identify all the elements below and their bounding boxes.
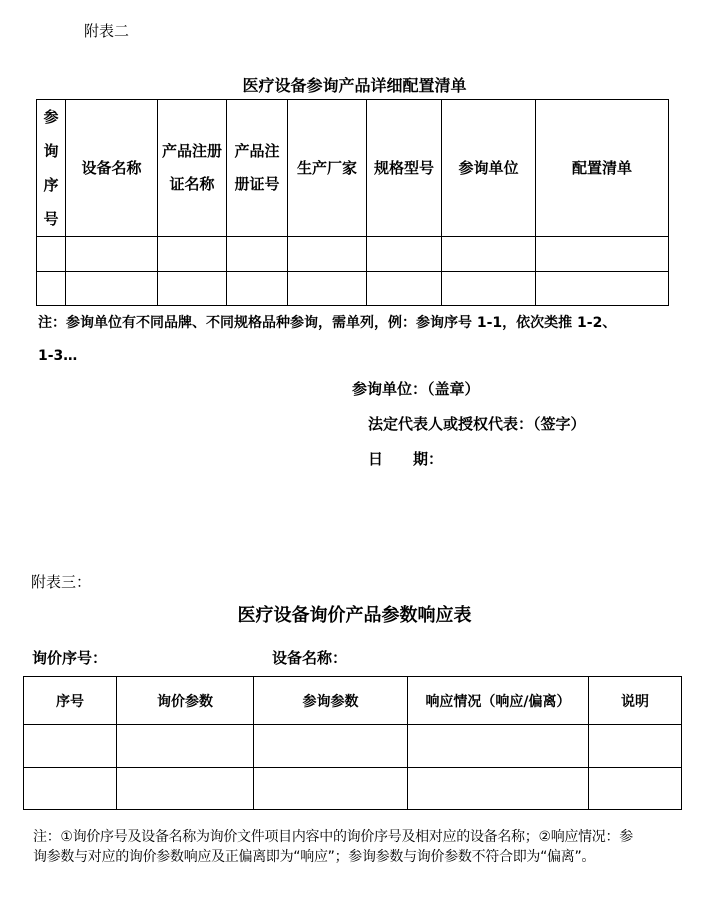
table-2-note-line1: 注：参询单位有不同品牌、不同规格品种参询，需单列，例：参询序号 1-1，依次类推 1-2、 [38, 315, 617, 331]
parameter-response-table [23, 676, 682, 810]
header-device-name: 设备名称 [66, 100, 158, 237]
table-cell[interactable] [117, 725, 254, 768]
table-3-note-line1: 注：①询价序号及设备名称为询价文件项目内容中的询价序号及相对应的设备名称；②响应情况：参 [33, 829, 633, 845]
appendix-2-label: 附表二 [84, 22, 130, 40]
table-cell[interactable] [589, 725, 682, 768]
table-cell[interactable] [227, 237, 288, 272]
header-inquiry-no: 参询序号 [37, 100, 66, 237]
inquiry-no-label: 询价序号： [32, 649, 108, 667]
sign-date-label: 日 期： [368, 450, 444, 468]
header-config-list: 配置清单 [536, 100, 669, 237]
table-cell[interactable] [37, 272, 66, 306]
table-cell[interactable] [288, 237, 367, 272]
table-cell[interactable] [158, 272, 227, 306]
table-cell[interactable] [367, 272, 442, 306]
table-row [37, 237, 669, 272]
table-row [24, 725, 682, 768]
header-reg-cert-no: 产品注册证号 [227, 100, 288, 237]
table-cell[interactable] [536, 272, 669, 306]
header-remarks: 说明 [589, 677, 682, 725]
table-cell[interactable] [367, 237, 442, 272]
header-offered-params: 参询参数 [254, 677, 408, 725]
table-cell[interactable] [24, 768, 117, 810]
table-cell[interactable] [408, 768, 589, 810]
table-cell[interactable] [24, 725, 117, 768]
appendix-3-label: 附表三： [31, 573, 92, 591]
table-cell[interactable] [408, 725, 589, 768]
table-cell[interactable] [158, 237, 227, 272]
device-name-label: 设备名称： [272, 649, 348, 667]
header-spec-model: 规格型号 [367, 100, 442, 237]
header-reg-cert-name: 产品注册证名称 [158, 100, 227, 237]
header-inquiry-unit: 参询单位 [442, 100, 536, 237]
table-3-note-line2: 询参数与对应的询价参数响应及正偏离即为“响应”；参询参数与询价参数不符合即为“偏离”。 [33, 849, 596, 865]
table-row [24, 768, 682, 810]
table-cell[interactable] [66, 237, 158, 272]
table-cell[interactable] [288, 272, 367, 306]
sign-unit-label: 参询单位：（盖章） [352, 380, 480, 398]
table-cell[interactable] [536, 237, 669, 272]
header-manufacturer: 生产厂家 [288, 100, 367, 237]
table-2-title: 医疗设备参询产品详细配置清单 [242, 76, 467, 95]
table-3-title: 医疗设备询价产品参数响应表 [237, 605, 472, 626]
table-cell[interactable] [254, 725, 408, 768]
table-cell[interactable] [117, 768, 254, 810]
table-cell[interactable] [66, 272, 158, 306]
table-cell[interactable] [37, 237, 66, 272]
header-response-status: 响应情况（响应/偏离） [408, 677, 589, 725]
table-cell[interactable] [589, 768, 682, 810]
sign-representative-label: 法定代表人或授权代表：（签字） [368, 415, 586, 433]
header-serial-no: 序号 [24, 677, 117, 725]
table-cell[interactable] [442, 237, 536, 272]
table-row [37, 272, 669, 306]
config-list-table [36, 99, 669, 306]
table-cell[interactable] [254, 768, 408, 810]
table-cell[interactable] [227, 272, 288, 306]
table-2-note-line2: 1-3… [38, 348, 78, 364]
header-inquiry-params: 询价参数 [117, 677, 254, 725]
table-cell[interactable] [442, 272, 536, 306]
